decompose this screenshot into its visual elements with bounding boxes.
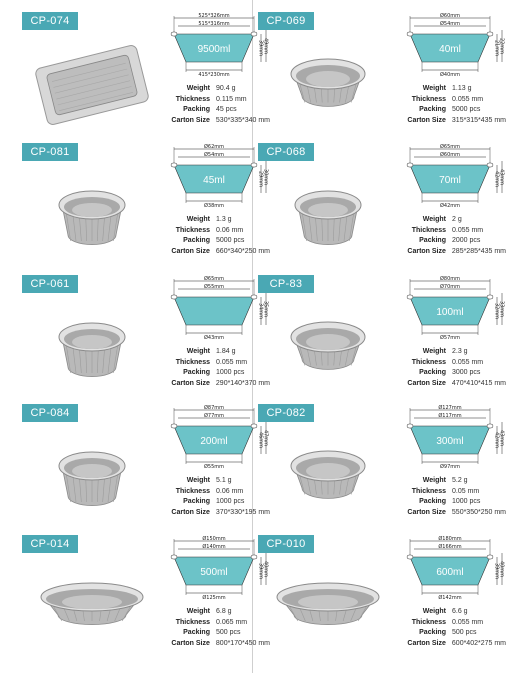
capacity-label: 100ml [436,307,464,318]
spec-list [162,215,270,257]
spec-label: Packing [419,237,446,244]
container-photo [295,191,361,245]
spec-label: Carton Size [171,116,210,124]
dimension-diagram [407,535,505,601]
product-photo [22,557,162,657]
spec-row-packing [162,105,270,116]
spec-label: Packing [419,498,446,505]
spec-value: 0.05 mm [452,487,480,495]
spec-value: 2.3 g [452,348,468,355]
height-label: 39mm [257,39,264,57]
spec-row-weight [398,215,506,226]
dimension-diagram [171,13,269,78]
spec-label: Thickness [411,358,446,366]
inner-diameter-label: Ø166mm [438,544,462,550]
spec-row-weight [398,607,506,618]
product-card [22,535,270,663]
spec-value: 1000 pcs [216,498,245,505]
spec-value: 1.84 g [216,348,236,355]
height-label: 39mm [493,562,500,580]
spec-label: Weight [422,348,446,355]
spec-label: Carton Size [171,508,210,516]
inner-diameter-label: Ø140mm [202,544,226,550]
bottom-diameter-label: Ø57mm [439,335,461,341]
product-diagram [398,143,506,213]
spec-row-thickness [398,226,506,237]
bottom-diameter-label: Ø38mm [203,203,225,209]
product-diagram [162,12,270,82]
spec-label: Weight [422,85,446,92]
spec-label: Thickness [175,358,210,366]
height-label: 46mm [257,431,264,449]
spec-row-weight [162,607,270,618]
product-code-tag: CP-074 [22,12,78,30]
total-height-label: 35mm [262,300,269,318]
spec-label: Packing [183,237,210,244]
inner-diameter-label: Ø54mm [203,152,225,158]
bottom-diameter-label: Ø42mm [439,203,461,209]
inner-diameter-label: Ø70mm [439,284,461,290]
capacity-label: 200ml [200,436,228,447]
spec-value: 2 g [452,216,462,223]
spec-label: Thickness [411,226,446,234]
outer-diameter-label: Ø60mm [439,13,461,19]
spec-value: 2000 pcs [452,237,481,244]
spec-row-carton [162,508,270,519]
spec-list [162,347,270,389]
container-photo [291,59,365,106]
outer-diameter-label: Ø62mm [203,144,225,150]
bottom-diameter-label: Ø97mm [439,464,461,470]
spec-label: Thickness [411,95,446,103]
bottom-diameter-label: Ø125mm [202,595,226,601]
spec-row-thickness [162,358,270,369]
capacity-label: 70ml [439,175,461,186]
spec-value: 3000 pcs [452,369,481,376]
dimension-diagram [407,404,505,470]
spec-row-carton [162,247,270,258]
spec-value: 500 pcs [452,629,477,636]
spec-value: 0.055 mm [452,358,484,366]
product-code-tag: CP-082 [258,404,314,422]
product-photo [258,426,398,526]
container-photo [59,323,125,377]
spec-row-thickness [398,95,506,106]
spec-value: 530*335*340 mm [215,116,270,124]
spec-value: 6.6 g [452,608,468,615]
product-photo [258,34,398,134]
spec-row-carton [162,116,270,127]
spec-value: 0.06 mm [216,226,244,234]
product-code-tag: CP-084 [22,404,78,422]
total-height-label: 43mm [498,429,505,447]
spec-row-packing [398,368,506,379]
spec-list [398,607,506,649]
total-height-label: 22mm [498,37,505,55]
product-photo [258,165,398,265]
outer-diameter-label: Ø65mm [203,276,225,282]
product-code-tag: CP-081 [22,143,78,161]
product-diagram [162,404,270,474]
spec-list [398,347,506,389]
height-label: 42mm [493,431,500,449]
spec-value: 660*340*250 mm [215,247,270,255]
bottom-diameter-label: Ø55mm [203,464,225,470]
spec-value: 0.115 mm [216,95,247,103]
product-card [258,404,506,532]
spec-list [162,607,270,649]
container-photo [59,452,125,506]
spec-row-carton [398,379,506,390]
spec-label: Carton Size [407,116,446,124]
dimension-diagram [171,535,269,601]
spec-row-carton [398,247,506,258]
spec-value: 5.2 g [452,477,468,484]
spec-row-packing [398,105,506,116]
spec-row-thickness [162,95,270,106]
spec-label: Weight [186,477,210,484]
spec-row-weight [162,476,270,487]
product-diagram [398,404,506,474]
spec-value: 315*315*435 mm [451,116,506,124]
spec-label: Carton Size [171,247,210,255]
spec-row-packing [162,368,270,379]
spec-label: Packing [419,629,446,636]
outer-diameter-label: Ø127mm [438,405,462,411]
spec-value: 0.055 mm [452,95,484,103]
spec-label: Thickness [411,618,446,626]
spec-row-thickness [162,618,270,629]
spec-row-weight [162,84,270,95]
spec-label: Carton Size [407,379,446,387]
spec-label: Carton Size [407,247,446,255]
bottom-diameter-label: 415*230mm [198,72,230,78]
height-label: 39mm [257,562,264,580]
spec-row-carton [398,639,506,650]
spec-value: 1000 pcs [216,369,245,376]
spec-value: 0.06 mm [216,487,244,495]
spec-label: Weight [186,85,210,92]
spec-row-packing [398,236,506,247]
spec-list [398,476,506,518]
product-card [22,404,270,532]
container-photo [41,583,143,625]
spec-label: Weight [186,608,210,615]
spec-value: 45 pcs [216,106,237,113]
spec-value: 0.055 mm [216,358,248,366]
spec-row-carton [398,508,506,519]
spec-row-thickness [398,358,506,369]
spec-label: Carton Size [407,508,446,516]
total-height-label: 40mm [498,560,505,578]
total-height-label: 30mm [262,168,269,186]
capacity-label: 500ml [200,567,228,578]
outer-diameter-label: Ø80mm [439,276,461,282]
capacity-label: 9500ml [197,44,231,55]
product-diagram [162,275,270,345]
capacity-label: 600ml [436,567,464,578]
product-card [258,535,506,663]
spec-value: 5000 pcs [216,237,245,244]
product-photo [258,557,398,657]
product-code-tag: CP-014 [22,535,78,553]
product-diagram [162,535,270,605]
spec-label: Packing [419,369,446,376]
spec-row-packing [398,628,506,639]
spec-value: 285*285*435 mm [451,247,506,255]
spec-row-weight [398,476,506,487]
container-photo [59,191,125,245]
inner-diameter-label: Ø55mm [203,284,225,290]
spec-label: Thickness [175,95,210,103]
inner-diameter-label: Ø60mm [439,152,461,158]
outer-diameter-label: Ø87mm [203,405,225,411]
spec-row-weight [398,84,506,95]
spec-row-thickness [162,487,270,498]
outer-diameter-label: Ø150mm [202,536,226,542]
height-label: 42mm [493,170,500,188]
total-height-label: 40mm [262,560,269,578]
spec-row-weight [162,347,270,358]
spec-label: Carton Size [171,379,210,387]
liquid-fill [174,297,254,325]
height-label: 29mm [257,170,264,188]
spec-label: Weight [422,608,446,615]
capacity-label: 300ml [436,436,464,447]
height-label: 34mm [257,302,264,320]
height-label: 21mm [493,39,500,57]
outer-diameter-label: 525*326mm [198,13,230,19]
container-photo [277,583,379,625]
spec-label: Packing [183,369,210,376]
spec-list [398,215,506,257]
spec-label: Packing [183,498,210,505]
spec-value: 0.055 mm [452,226,484,234]
spec-label: Thickness [411,487,446,495]
spec-row-thickness [398,487,506,498]
spec-value: 90.4 g [216,85,236,92]
container-photo [291,322,365,369]
outer-diameter-label: Ø65mm [439,144,461,150]
spec-label: Thickness [175,487,210,495]
spec-row-packing [162,236,270,247]
spec-value: 1.13 g [452,85,472,92]
product-code-tag: CP-069 [258,12,314,30]
product-photo [22,165,162,265]
product-card [258,12,506,140]
product-card [258,275,506,403]
spec-value: 0.065 mm [216,618,248,626]
product-card [22,275,270,403]
product-code-tag: CP-068 [258,143,314,161]
spec-value: 5000 pcs [452,106,481,113]
product-code-tag: CP-010 [258,535,314,553]
spec-row-weight [398,347,506,358]
bottom-diameter-label: Ø142mm [438,595,462,601]
spec-value: 600*402*275 mm [451,639,506,647]
spec-value: 800*170*450 mm [215,639,270,647]
product-code-tag: CP-061 [22,275,78,293]
dimension-diagram [407,275,505,341]
dimension-diagram [171,143,269,209]
total-height-label: 43mm [498,168,505,186]
product-photo [22,34,162,134]
dimension-diagram [407,12,505,78]
container-photo [35,44,150,125]
total-height-label: 49mm [262,37,269,55]
spec-label: Weight [186,348,210,355]
spec-row-thickness [398,618,506,629]
spec-value: 1.3 g [216,216,232,223]
capacity-label: 45ml [203,175,225,186]
inner-diameter-label: Ø117mm [438,413,462,419]
product-card [22,12,270,140]
dimension-diagram [407,143,505,209]
spec-label: Weight [422,216,446,223]
inner-diameter-label: Ø54mm [439,21,461,27]
bottom-diameter-label: Ø43mm [203,335,225,341]
dimension-diagram [171,404,269,470]
inner-diameter-label: Ø77mm [203,413,225,419]
spec-label: Packing [183,629,210,636]
spec-value: 370*330*195 mm [215,508,270,516]
spec-value: 470*410*415 mm [451,379,506,387]
total-height-label: 47mm [262,429,269,447]
spec-row-carton [398,116,506,127]
spec-value: 550*350*250 mm [451,508,506,516]
product-photo [22,297,162,397]
total-height-label: 33mm [498,300,505,318]
spec-value: 6.8 g [216,608,232,615]
spec-label: Weight [186,216,210,223]
bottom-diameter-label: Ø40mm [439,72,461,78]
dimension-diagram [171,275,269,341]
spec-value: 290*140*370 mm [215,379,270,387]
spec-row-weight [162,215,270,226]
spec-label: Carton Size [171,639,210,647]
spec-row-carton [162,639,270,650]
product-diagram [162,143,270,213]
height-label: 32mm [493,302,500,320]
spec-label: Thickness [175,226,210,234]
product-diagram [398,12,506,82]
spec-label: Thickness [175,618,210,626]
product-code-tag: CP-83 [258,275,314,293]
spec-label: Carton Size [407,639,446,647]
spec-list [162,476,270,518]
spec-value: 500 pcs [216,629,241,636]
spec-row-carton [162,379,270,390]
spec-list [398,84,506,126]
product-card [22,143,270,271]
spec-list [162,84,270,126]
spec-value: 0.055 mm [452,618,484,626]
product-photo [22,426,162,526]
product-photo [258,297,398,397]
outer-diameter-label: Ø180mm [438,536,462,542]
spec-label: Packing [419,106,446,113]
product-diagram [398,535,506,605]
spec-label: Weight [422,477,446,484]
spec-value: 5.1 g [216,477,232,484]
inner-diameter-label: 515*316mm [198,21,230,27]
product-diagram [398,275,506,345]
spec-label: Packing [183,106,210,113]
product-card [258,143,506,271]
capacity-label: 40ml [439,44,461,55]
spec-row-packing [398,497,506,508]
spec-value: 1000 pcs [452,498,481,505]
container-photo [291,451,365,498]
spec-row-thickness [162,226,270,237]
spec-row-packing [162,628,270,639]
spec-row-packing [162,497,270,508]
